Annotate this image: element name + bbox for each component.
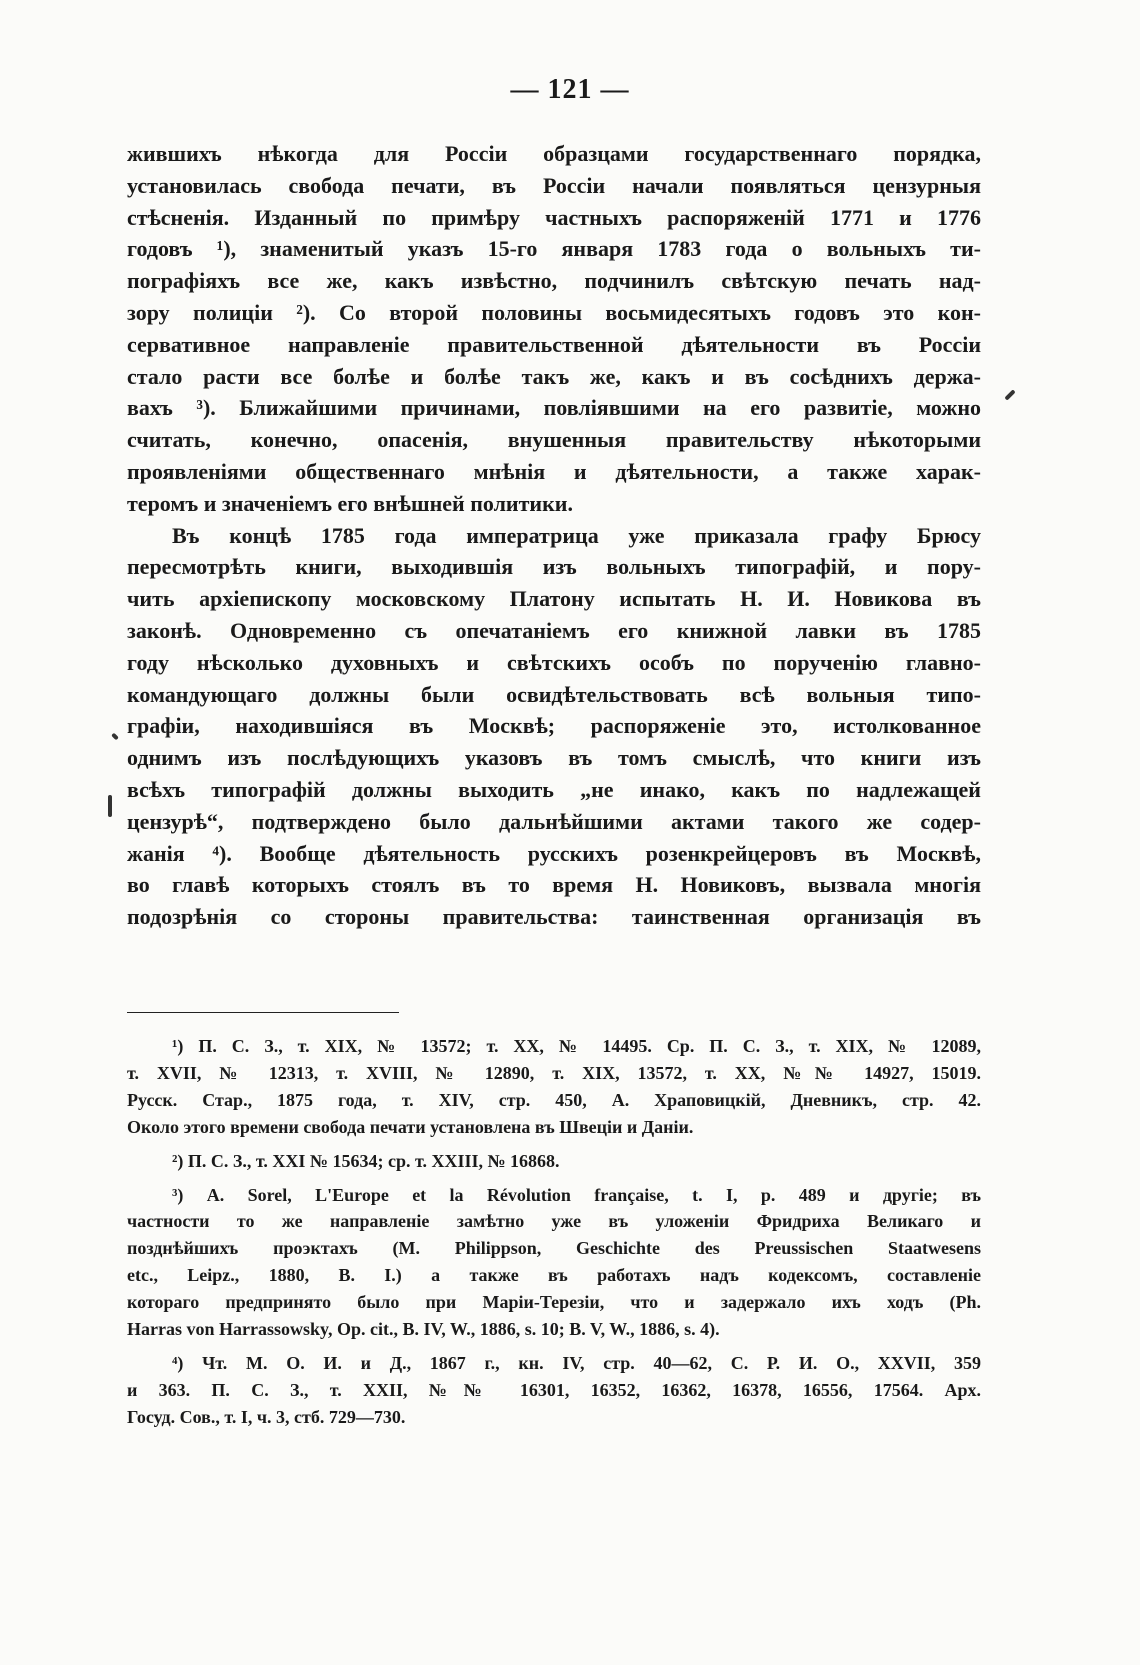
text-line: пересмотрѣть книги, выходившія изъ вольныхъ типографій, и пору- [127, 554, 981, 580]
text-line: жившихъ нѣкогда для Россіи образцами государственнаго порядка, [127, 141, 981, 166]
footnote-line: и 363. П. С. З., т. XXII, №№ 16301, 16352, 16362, 16378, 16556, 17564. Арх. [127, 1379, 981, 1400]
text-line: Въ концѣ 1785 года императрица уже приказала графу Брюсу [172, 522, 981, 548]
footnote-line: частности то же направленіе замѣтно уже въ уложеніи Фридриха Великаго и [127, 1211, 981, 1232]
footnote-line: ¹) П. С. З., т. XIX, № 13572; т. XX, № 14495. Ср. П. С. З., т. XIX, № 12089, [172, 1036, 981, 1056]
footnote-3 [127, 1182, 981, 1343]
text-line: стѣсненія. Изданный по примѣру частныхъ распоряженій 1771 и 1776 [127, 204, 981, 230]
footnote-line: котораго предпринято было при Маріи-Терезіи, что и задержало ихъ ходъ (Ph. [127, 1292, 981, 1313]
text-line: вахъ ³). Ближайшими причинами, повліявшими на его развитіе, можно [127, 395, 981, 421]
footnote-line: Русск. Стар., 1875 года, т. XIV, стр. 450, А. Храповицкій, Дневникъ, стр. 42. [127, 1089, 981, 1110]
text-line: жанія ⁴). Вообще дѣятельность русскихъ розенкрейцеровъ въ Москвѣ, [127, 840, 981, 866]
text-line: проявленіями общественнаго мнѣнія и дѣятельности, а также харак- [127, 458, 981, 484]
margin-mark [108, 795, 112, 817]
footnote-divider [127, 1012, 399, 1013]
footnote-line: позднѣйшихъ проэктахъ (M. Philippson, Geschichte des Preussischen Staatwesens [127, 1238, 981, 1259]
footnote-4 [127, 1350, 981, 1431]
text-line: графіи, находившіяся въ Москвѣ; распоряженіе это, истолкованное [127, 713, 981, 739]
text-line: сервативное направленіе правительственной дѣятельности въ Россіи [127, 331, 981, 357]
text-line: чить архіепископу московскому Платону испытать Н. И. Новикова въ [127, 586, 981, 612]
margin-mark [1004, 389, 1015, 400]
footnote-1 [127, 1033, 981, 1141]
text-line: подозрѣнія со стороны правительства: таинственная организація въ [127, 904, 981, 930]
text-line: стало расти все болѣе и болѣе такъ же, какъ и въ сосѣднихъ держа- [127, 363, 981, 389]
footnote-line: ⁴) Чт. М. О. И. и Д., 1867 г., кн. IV, стр. 40—62, С. Р. И. О., XXVII, 359 [172, 1352, 981, 1373]
text-line: теромъ и значеніемъ его внѣшней политики. [127, 490, 573, 516]
text-line: цензурѣ“, подтверждено было дальнѣйшими актами такого же содер- [127, 808, 981, 834]
main-text [127, 138, 981, 933]
footnote-line: Около этого времени свобода печати установлена въ Швеціи и Даніи. [127, 1116, 694, 1137]
footnote-line: ²) П. С. З., т. XXI № 15634; ср. т. XXIII, № 16868. [172, 1150, 560, 1171]
text-line: зору полиціи ²). Со второй половины восьмидесятыхъ годовъ это кон- [127, 299, 981, 325]
footnotes [127, 1033, 981, 1431]
footnote-2 [127, 1148, 981, 1175]
footnote-line: Harras von Harrassowsky, Op. cit., B. IV, W., 1886, s. 10; B. V, W., 1886, s. 4). [127, 1319, 720, 1340]
footnote-line: etc., Leipz., 1880, B. I.) а также въ работахъ надъ кодексомъ, составленіе [127, 1265, 981, 1286]
text-line: пографіяхъ все же, какъ извѣстно, подчинилъ свѣтскую печать над- [127, 268, 981, 294]
margin-mark [111, 733, 119, 741]
text-line: командующаго должны были освидѣтельствовать всѣ вольныя типо- [127, 681, 981, 707]
footnote-line: т. XVII, № 12313, т. XVIII, № 12890, т. XIX, 13572, т. XX, №№ 14927, 15019. [127, 1062, 981, 1083]
page-number: — 121 — [510, 74, 630, 105]
text-line: установилась свобода печати, въ Россіи начали появляться цензурныя [127, 172, 981, 198]
text-line: году нѣсколько духовныхъ и свѣтскихъ особъ по порученію главно- [127, 649, 981, 675]
text-line: однимъ изъ послѣдующихъ указовъ въ томъ смыслѣ, что книги изъ [127, 745, 981, 771]
footnote-line: Госуд. Сов., т. I, ч. 3, стб. 729—730. [127, 1406, 406, 1427]
text-line: законѣ. Одновременно съ опечатаніемъ его книжной лавки въ 1785 [127, 617, 981, 643]
text-line: во главѣ которыхъ стоялъ въ то время Н. Новиковъ, вызвала многія [127, 872, 981, 898]
text-line: годовъ ¹), знаменитый указъ 15-го января 1783 года о вольныхъ ти- [127, 236, 981, 262]
text-line: всѣхъ типографій должны выходить „не инако, какъ по надлежащей [127, 776, 981, 802]
footnote-line: ³) А. Sorel, L'Europe et la Révolution française, t. I, p. 489 и другіе; въ [172, 1184, 981, 1205]
text-line: считать, конечно, опасенія, внушенныя правительству нѣкоторыми [127, 427, 981, 453]
